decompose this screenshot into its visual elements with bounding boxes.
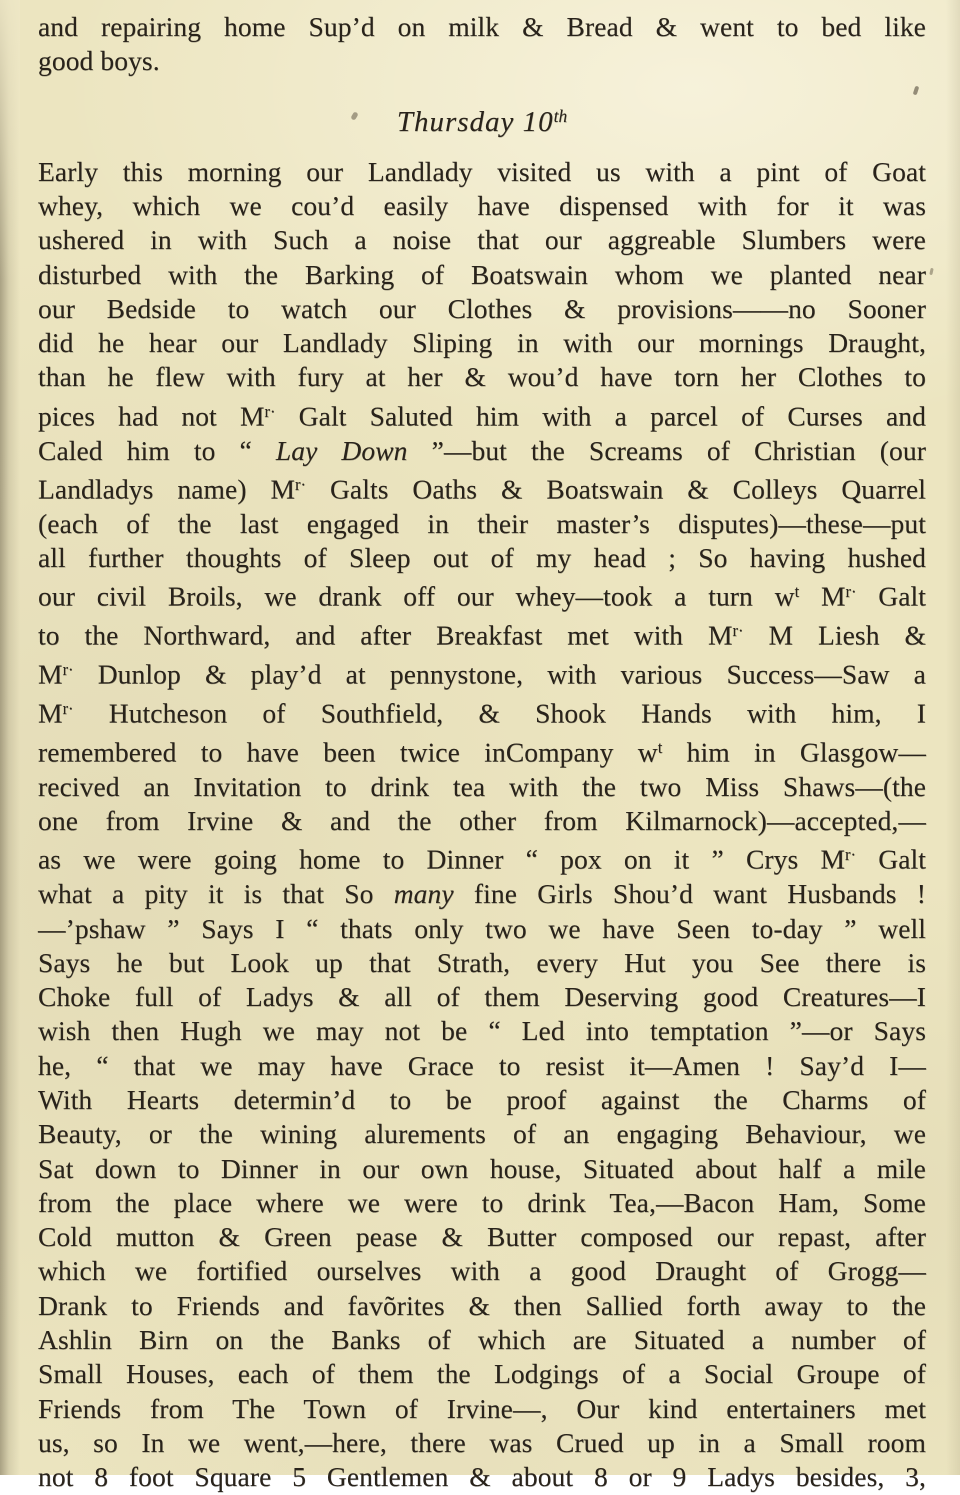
text-line: ushered in with Such a noise that our aggreable Slumbers were bbox=[38, 224, 926, 256]
text-line: pices had not $M^{r\cdot}$ Galt Saluted him with a parcel of Curses and bbox=[38, 400, 926, 432]
text-line: Says he but Look up that Strath, every Hut you See there is bbox=[38, 946, 926, 978]
text-line: $M^{r\cdot}$ Dunlop & play’d at pennystone, with various Success—Saw a bbox=[38, 658, 926, 690]
text-line: Ashlin Birn on the Banks of which are Situated a number of bbox=[38, 1324, 926, 1356]
text-line: Friends from The Town of Irvine—, Our kind entertainers met bbox=[38, 1392, 926, 1424]
text-line: Sat down to Dinner in our own house, Situated about half a mile bbox=[38, 1152, 926, 1184]
text-line: to the Northward, and after Breakfast met with $M^{r\cdot}$ M Liesh & bbox=[38, 619, 926, 651]
text-line: all further thoughts of Sleep out of my head ; So having hushed bbox=[38, 542, 926, 574]
text-line: whey, which we cou’d easily have dispensed with for it was bbox=[38, 189, 926, 221]
text-block bbox=[38, 10, 926, 1495]
text-line: $M^{r\cdot}$ Hutcheson of Southfield, & Shook Hands with him, I bbox=[38, 697, 926, 729]
ink-speck bbox=[929, 268, 933, 275]
text-line: remembered to have been twice inCompany $w^t$ him in Glasgow— bbox=[38, 736, 926, 768]
text-line: than he flew with fury at her & wou’d have torn her Clothes to bbox=[38, 361, 926, 393]
text-line: he, “ that we may have Grace to resist it—Amen ! Say’d I— bbox=[38, 1049, 926, 1081]
text-line: one from Irvine & and the other from Kilmarnock)—accepted,— bbox=[38, 805, 926, 837]
text-line: our civil Broils, we drank off our whey—took a turn $w^t$ $M^{r\cdot}$ Galt bbox=[38, 580, 926, 612]
text-line: wish then Hugh we may not be “ Led into temptation ”—or Says bbox=[38, 1015, 926, 1047]
text-line: Drank to Friends and favõrites & then Sallied forth away to the bbox=[38, 1289, 926, 1321]
text-line: Cold mutton & Green pease & Butter composed our repast, after bbox=[38, 1221, 926, 1253]
text-line: With Hearts determin’d to be proof against the Charms of bbox=[38, 1083, 926, 1115]
text-line: Early this morning our Landlady visited us with a pint of Goat bbox=[38, 155, 926, 187]
entry-paragraph bbox=[38, 155, 926, 1495]
binding-shadow bbox=[0, 0, 20, 1475]
page-right-edge-shade bbox=[946, 0, 960, 1475]
text-line: did he hear our Landlady Sliping in with our mornings Draught, bbox=[38, 327, 926, 359]
text-line: recived an Invitation to drink tea with the two Miss Shaws—(the bbox=[38, 770, 926, 802]
text-line: disturbed with the Barking of Boatswain whom we planted near bbox=[38, 258, 926, 290]
text-line: from the place where we were to drink Tea,—Bacon Ham, Some bbox=[38, 1186, 926, 1218]
text-line: and repairing home Sup’d on milk & Bread & went to bed like bbox=[38, 11, 926, 42]
text-line: our Bedside to watch our Clothes & provisions——no Sooner bbox=[38, 292, 926, 324]
text-line: Choke full of Ladys & all of them Deserving good Creatures—I bbox=[38, 981, 926, 1013]
text-line: which we fortified ourselves with a good Draught of Grogg— bbox=[38, 1255, 926, 1287]
text-line: not 8 foot Square 5 Gentlemen & about 8 or 9 Ladys besides, 3, bbox=[38, 1461, 926, 1493]
text-line: Caled him to “ Lay Down ”—but the Screams of Christian (our bbox=[38, 434, 926, 466]
text-line: (each of the last engaged in their master’s disputes)—these—put bbox=[38, 507, 926, 539]
text-line: what a pity it is that So many fine Girls Shou’d want Husbands ! bbox=[38, 878, 926, 910]
text-line: good boys. bbox=[38, 45, 160, 77]
binding-shadow-fade bbox=[0, 0, 20, 280]
text-line: —’pshaw ” Says I “ thats only two we have Seen to-day ” well bbox=[38, 912, 926, 944]
text-line: Small Houses, each of them the Lodgings of a Social Groupe of bbox=[38, 1358, 926, 1390]
text-line: as we were going home to Dinner “ pox on it ” Crys $M^{r\cdot}$ Galt bbox=[38, 843, 926, 875]
entry-heading: Thursday 10th bbox=[396, 105, 568, 138]
text-line: us, so In we went,—here, there was Crued up in a Small room bbox=[38, 1426, 926, 1458]
text-line: Landladys name) $M^{r\cdot}$ Galts Oaths & Boatswain & Colleys Quarrel bbox=[38, 473, 927, 505]
text-line: Beauty, or the wining alurements of an engaging Behaviour, we bbox=[38, 1118, 926, 1150]
opening-paragraph bbox=[38, 10, 926, 79]
